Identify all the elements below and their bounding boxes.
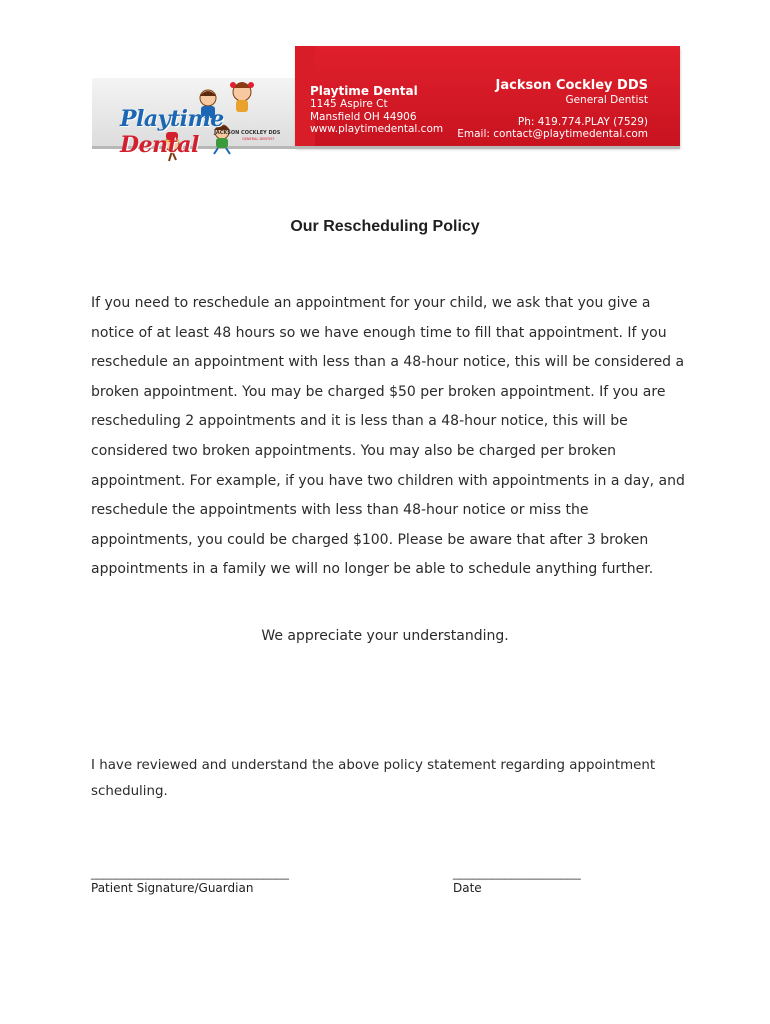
patient-signature-label: Patient Signature/Guardian: [91, 881, 254, 895]
logo-wordmark: Playtime Dental: [120, 106, 224, 158]
practice-name: Playtime Dental: [310, 84, 418, 98]
doctor-info: [457, 78, 648, 141]
acknowledgement-statement: I have reviewed and understand the above policy statement regarding appointment scheduling.: [91, 758, 656, 799]
logo-subtitle-2: GENERAL DENTIST: [242, 137, 275, 141]
playtime-dental-logo: [92, 76, 302, 166]
logo-subtitle: JACKSON COCKLEY DDS: [214, 130, 281, 136]
doctor-name: Jackson Cockley DDS: [495, 78, 648, 93]
closing-line: We appreciate your understanding.: [261, 628, 509, 644]
date-line[interactable]: ____________________: [453, 866, 581, 880]
page-title: Our Rescheduling Policy: [290, 218, 480, 235]
doctor-phone: Ph: 419.774.PLAY (7529): [517, 115, 648, 128]
doctor-title: General Dentist: [565, 94, 648, 106]
patient-signature-line[interactable]: _______________________________: [91, 866, 289, 880]
practice-address-line-1: 1145 Aspire Ct: [310, 98, 388, 110]
practice-address-line-2: Mansfield OH 44906: [310, 110, 417, 123]
practice-info: [310, 84, 443, 136]
practice-website: www.playtimedental.com: [310, 123, 444, 135]
doctor-email: Email: contact@playtimedental.com: [457, 128, 648, 140]
date-label: Date: [453, 881, 482, 895]
policy-paragraph: If you need to reschedule an appointment for your child, we ask that you give a notice of at least 48 hours so we have enough time to fill that appointment. If you reschedule an appointment with less than a 48-hour notice, this will be considered a broken appointment. You may be charged $50 per broken appointment. If you are rescheduling 2 appointments and it is less than a 48-hour notice, this will be considered two broken appointments. You may also be charged per broken appointment. For example, if you have two children with appointments in a day, and reschedule the appointments with less than 48-hour notice or miss the appointments, you could be charged $100. Please be aware that after 3 broken appointments in a family we will no longer be able to schedule anything further.: [91, 295, 685, 578]
